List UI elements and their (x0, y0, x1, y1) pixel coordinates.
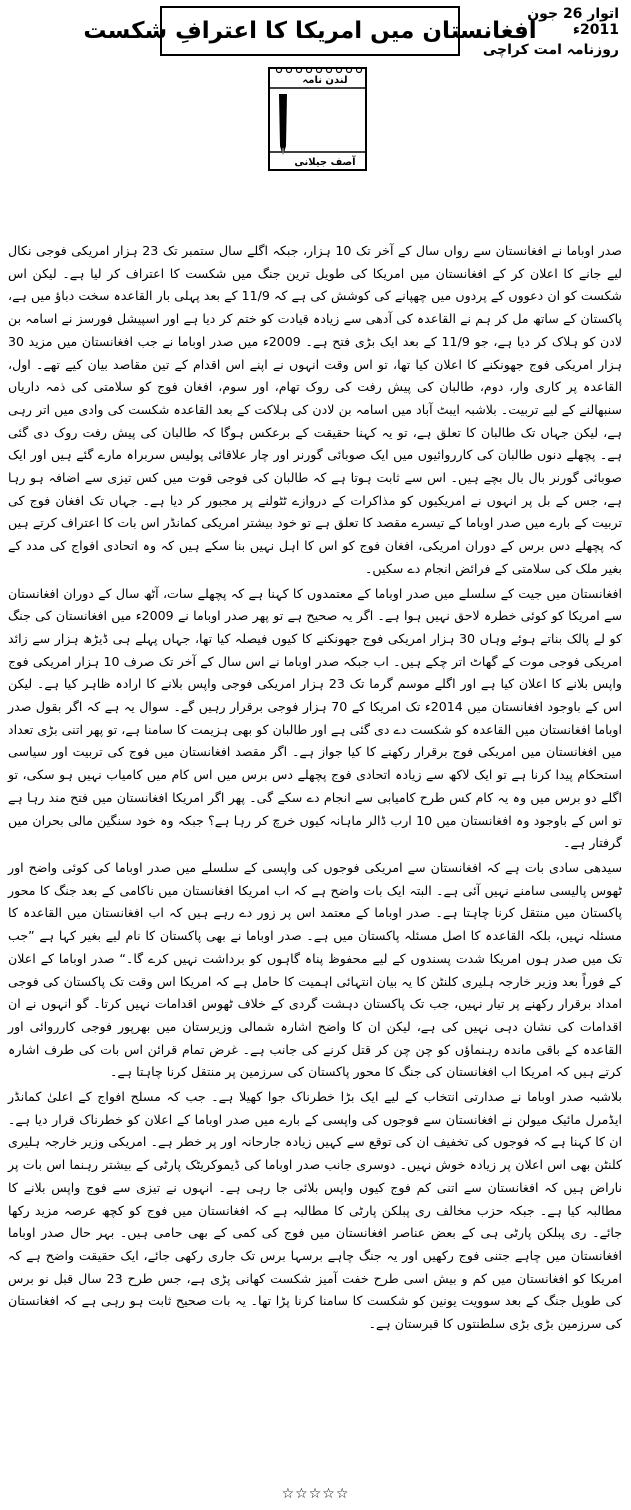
column-logo (265, 64, 370, 174)
headline-box (83, 6, 537, 56)
headline: افغانستان میں امریکا کا اعترافِ شکست (83, 18, 537, 44)
article-paragraph: افغانستان میں جیت کے سلسلے میں صدر اوباما کے معتمدوں کا کہنا ہے کہ پچھلے سات، آٹھ سال کے دوران افغانستان سے امریکا کو کوئی خطرہ لاحق نہیں ہوا ہے۔ اگر یہ صحیح ہے تو پھر صدر اوباما نے 2009ء میں افغانستان کی جنگ کو لے پالک بناتے ہوئے وہاں 30 ہزار امریکی فوج جھونکنے کا کیوں فیصلہ کیا تھا، جہاں پہلے ہی ڈیڑھ ہزار سے زائد امریکی فوجی موت کے گھاٹ اتر چکے ہیں۔ اب جبکہ صدر اوباما نے اس سال کے آخر تک صرف 10 ہزار امریکی فوج واپس بلانے کا اعلان کیا ہے اور اگلے موسم گرما تک 23 ہزار امریکی فوجی واپس بلانے کا ارادہ ظاہر کیا ہے۔ لیکن اس کے باوجود افغانستان میں 2014ء تک امریکا کے 70 ہزار فوجی برقرار رہیں گے۔ سوال یہ ہے کہ اگر بقول صدر اوباما افغانستان میں القاعدہ کو شکست دے دی گئی ہے اور طالبان کو بھی ہزیمت کا سامنا ہے، تو پھر اتنی بڑی تعداد میں افغانستان میں امریکی فوج برقرار رکھنے کا کیا جواز ہے۔ اگر مقصد افغانستان میں فوج کی تربیت اور سیاسی استحکام پیدا کرنا ہے تو ایک لاکھ سے زیادہ اتحادی فوج پچھلے دس برس میں اس کام میں کامیاب نہیں ہو سکی، تو اگلے دو برس میں وہ یہ کام کس طرح کامیابی سے انجام دے سکے گی۔ پھر اگر امریکا افغانستان میں فتح مند رہا ہے تو اس کے باوجود وہ افغانستان میں 10 ارب ڈالر ماہانہ کیوں خرچ کر رہا ہے؟ جبکہ وہ خود سنگین مالی بحران میں گرفتار ہے۔ (8, 585, 623, 851)
column-author: آصف جیلانی (294, 157, 356, 168)
article-paragraph: بلاشبہ صدر اوباما نے صدارتی انتخاب کے لیے ایک بڑا خطرناک جوا کھیلا ہے۔ جب کہ مسلح افواج کے اعلیٰ کمانڈر ایڈمرل مائیک میولن نے افغانستان سے فوجوں کی واپسی کے بارے میں صدر اوباما کے اعلان کو خطرناک قرار دیا ہے۔ ان کا کہنا ہے کہ فوجوں کی تخفیف ان کی توقع سے کہیں زیادہ جارحانہ اور پر خطر ہے۔ امریکی وزیر خارجہ ہلیری کلنٹن بھی اس اعلان پر زیادہ خوش نہیں۔ دوسری جانب صدر اوباما کی ڈیموکریٹک پارٹی کے بیشتر رہنما اس بات پر ناراض ہیں کہ افغانستان سے اتنی کم فوج کیوں واپس بلائی جا رہی ہے۔ انہوں نے تیزی سے فوج واپس بلانے کا مطالبہ کیا ہے۔ جبکہ حزب مخالف ری پبلکن پارٹی کا مطالبہ ہے کہ افغانستان میں فوج کو کچھ عرصہ مزید رکھا جائے۔ ری پبلکن پارٹی ہی کے بعض عناصر افغانستان میں فوج کی کمی کے بھی حامی ہیں۔ بہر حال صدر اوباما افغانستان میں چاہے جتنی فوج رکھیں اور یہ جنگ چاہے برسہا برس تک جاری رکھی جائے، ایک حقیقت واضح ہے کہ امریکا کو افغانستان میں کم و بیش اسی طرح خفت آمیز شکست کھانی پڑی ہے، جس طرح 23 سال قبل نو برس کی طویل جنگ کے بعد سوویت یونین کو شکست کا سامنا کرنا پڑا تھا۔ یہ بات صحیح ثابت ہو رہی ہے کہ افغانستان کی سرزمین بڑی بڑی سلطنتوں کا قبرستان ہے۔ (8, 1089, 622, 1332)
newspaper-name: روزنامہ امت کراچی (482, 42, 619, 58)
end-marker-stars: ☆☆☆☆☆ (281, 1486, 350, 1502)
article-paragraph: سیدھی سادی بات ہے کہ افغانستان سے امریکی فوجوں کی واپسی کے سلسلے میں صدر اوباما کی کوئی واضح اور ٹھوس پالیسی سامنے نہیں آئی ہے۔ البتہ ایک بات واضح ہے کہ اب امریکا افغانستان میں ناکامی کے بعد جنگ کا محور پاکستان میں منتقل کرنا چاہتا ہے۔ صدر اوباما کے معتمد اس پر زور دے رہے ہیں کہ اب افغانستان میں القاعدہ کا مسئلہ نہیں، بلکہ القاعدہ کا اصل مسئلہ پاکستان میں ہے۔ صدر اوباما نے بھی پاکستان کا نام لیے بغیر کہا ہے ”جب تک میں صدر ہوں امریکا شدت پسندوں کے لیے محفوظ پناہ گاہوں کو برداشت نہیں کرے گا۔“ صدر اوباما کے اعلان کے فوراً بعد وزیر خارجہ ہلیری کلنٹن کا یہ بیان انتہائی اہمیت کا حامل ہے کہ امریکا اس وقت تک پاکستان کی فوجی امداد برقرار رکھنے پر تیار نہیں، جب تک پاکستان دہشت گردی کے خلاف ٹھوس اقدامات نہیں کرتا۔ گو انہوں نے ان اقدامات کی نشان دہی نہیں کی ہے، لیکن ان کا واضح اشارہ شمالی وزیرستان میں بھرپور فوجی کارروائی اور القاعدہ کے باقی ماندہ رہنماؤں کو چن چن کر قتل کرنے کی جانب ہے۔ غرض تمام قرائن اس بات کی طرف اشارہ کرتے ہیں کہ امریکا اب افغانستان کی جنگ کا محور پاکستان کی سرزمین پر منتقل کرنا چاہتا ہے۔ (8, 859, 622, 1080)
publication-date: اتوار 26 جون 2011ء (527, 6, 619, 38)
article-body (8, 240, 622, 1337)
column-name: لندن نامہ (302, 75, 348, 86)
pen-icon (279, 94, 287, 156)
article-paragraph: صدر اوباما نے افغانستان سے رواں سال کے آخر تک 10 ہزار، جبکہ اگلے سال ستمبر تک 23 ہزار امریکی فوجی نکال لیے جانے کا اعلان کر کے افغانستان میں امریکا کی طویل ترین جنگ میں شکست کا اعتراف کر لیا ہے۔ لیکن اس شکست کو ان دعووں کے پردوں میں چھپانے کی کوشش کی ہے کہ 11/9 کے بعد پہلی بار القاعدہ سخت دباؤ میں ہے، پاکستان کے ساتھ مل کر ہم نے القاعدہ کی آدھی سے زیادہ قیادت کو ختم کر دیا ہے اور اسپیشل فورسز نے اسامہ بن لادن کو ہلاک کر دیا ہے، جو 11/9 کے بعد ایک بڑی فتح ہے۔ 2009ء میں صدر اوباما نے جب افغانستان میں مزید 30 ہزار امریکی فوج جھونکنے کا اعلان کیا تھا، تو اس وقت انہوں نے اپنے اس اقدام کے تین مقاصد بیان کیے تھے۔ اول، القاعدہ پر کاری وار، دوم، طالبان کی پیش رفت کی روک تھام، اور سوم، افغان فوج کو سلامتی کی ذمہ داریاں سنبھالنے کے لیے تربیت۔ بلاشبہ ایبٹ آباد میں اسامہ بن لادن کی ہلاکت کے بعد القاعدہ شکست کی وادی میں اتر رہی ہے، لیکن جہاں تک طالبان کا تعلق ہے، تو یہ کہنا حقیقت کے برعکس ہوگا کہ طالبان کی پیش رفت روک دی گئی ہے۔ پچھلے دنوں طالبان کی کارروائیوں میں ایک صوبائی گورنر اور چار علاقائی پولیس سربراہ مارے گئے ہیں اور ایک صوبائی گورنر بال بال بچے ہیں۔ اس سے ثابت ہوتا ہے کہ طالبان کی فوجی قوت میں کس تیزی سے اضافہ ہو رہا ہے، جس کے بل پر انہوں نے امریکیوں کو مذاکرات کے دروازے ٹٹولنے پر مجبور کر دیا ہے۔ جہاں تک افغان فوج کی تربیت کے بارے میں صدر اوباما کے تیسرے مقصد کا تعلق ہے تو خود بیشتر امریکی کمانڈر اس بات کا اعتراف کرتے ہیں کہ پچھلے دس برس کے دوران امریکی، افغان فوج کو اس کا اہل نہیں بنا سکے ہیں کہ وہ اتحادی افواج کی مدد کے بغیر ملک کی سلامتی کے فرائض انجام دے سکیں۔ (8, 243, 623, 576)
